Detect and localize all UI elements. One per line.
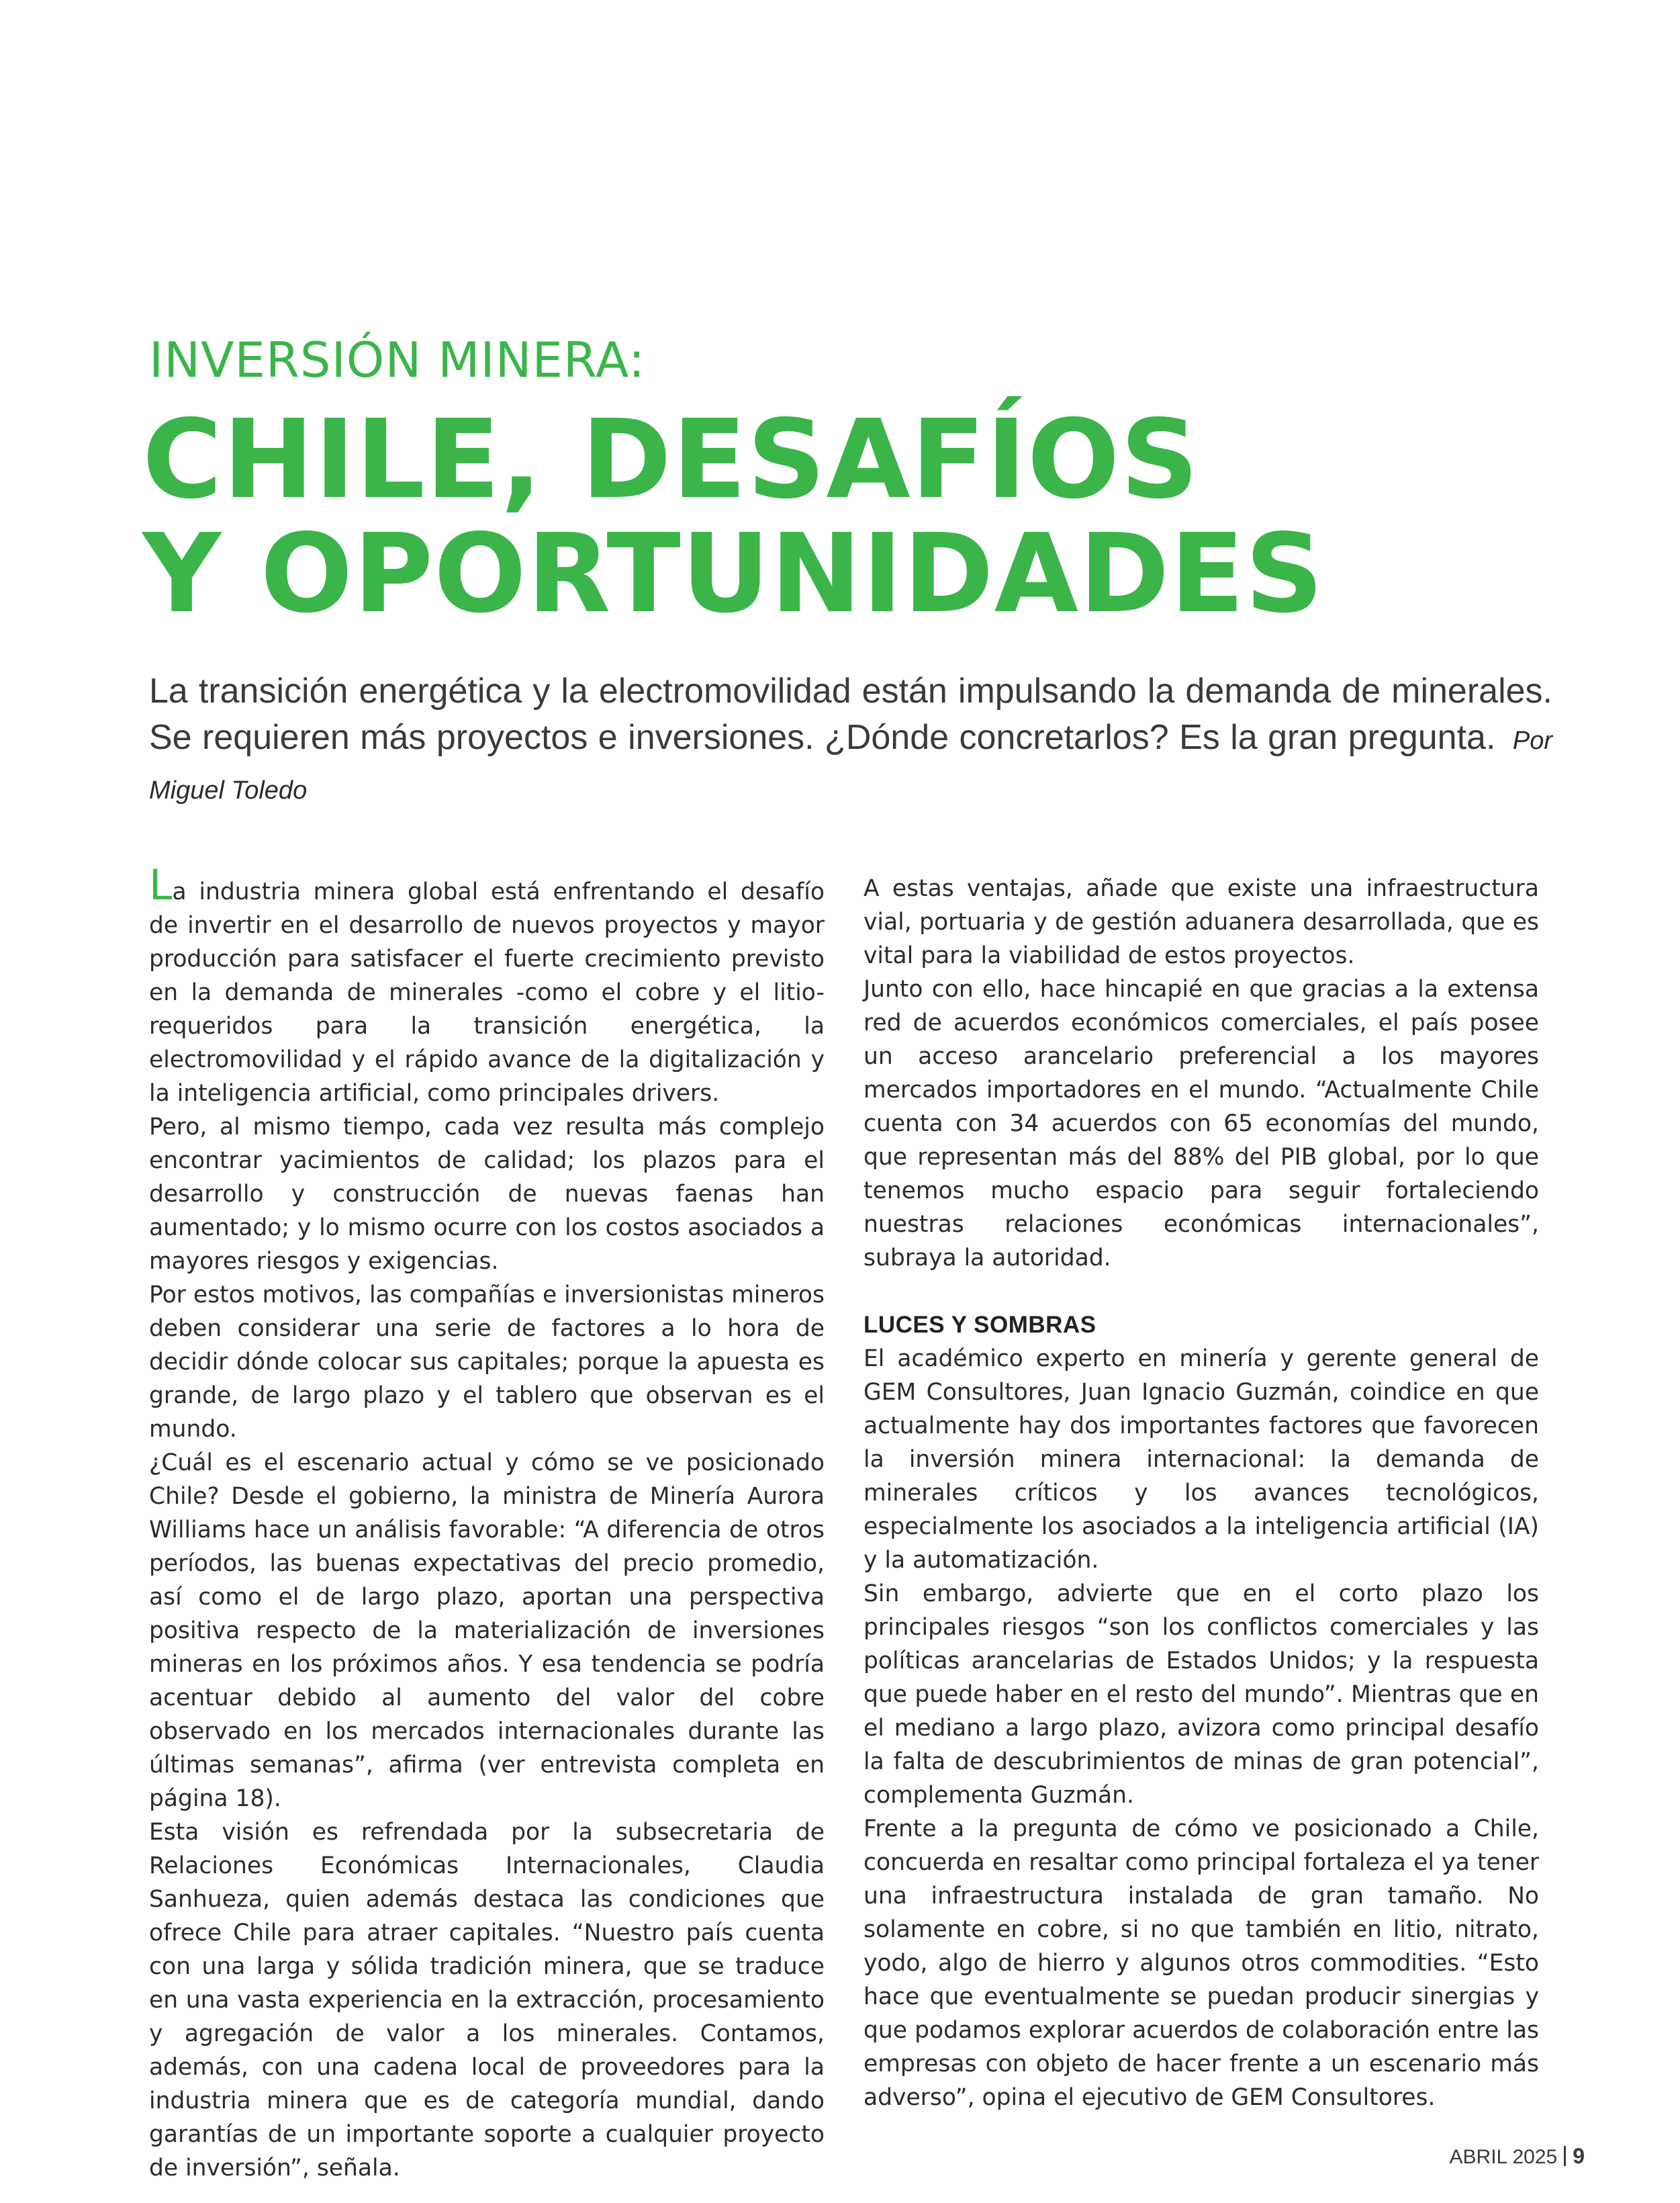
body-paragraph: Junto con ello, hace hincapié en que gracias a la extensa red de acuerdos económicos comerciales, el país posee un acceso arancelario preferencial a los mayores mercados importadores en el mundo. “Actualmente Chile cuenta con 34 acuerdos con 65 economías del mundo, que representan más del 88% del PIB global, por lo que tenemos mucho espacio para seguir fortaleciendo nuestras relaciones económicas internacionales”, subraya la autoridad. — [864, 976, 1539, 1271]
deck-text: La transición energética y la electromovilidad están impulsando la demanda de minerales. Se requieren más proyectos e inversiones. ¿Dónde concretarlos? Es la gran pregunta. — [149, 672, 1552, 757]
body-paragraph: Pero, al mismo tiempo, cada vez resulta más complejo encontrar yacimientos de calidad; los plazos para el desarrollo y construcción de nuevas faenas han aumentado; y lo mismo ocurre con los costos asociados a mayores riesgos y exigencias. — [149, 1114, 825, 1275]
section-subheading: LUCES Y SOMBRAS — [864, 1312, 1096, 1338]
headline-line-2: Y OPORTUNIDADES — [142, 511, 1324, 637]
body-paragraph — [149, 860, 825, 1110]
body-paragraph: ¿Cuál es el escenario actual y cómo se ve posicionado Chile? Desde el gobierno, la ministra de Minería Aurora Williams hace un análisis favorable: “A diferencia de otros períodos, las buenas expectativas del precio promedio, así como el de largo plazo, aportan una perspectiva positiva respecto de la materialización de inversiones mineras en los próximos años. Y esa tendencia se podría acentuar debido al aumento del valor del cobre observado en los mercados internacionales durante las últimas semanas”, afirma (ver entrevista completa en página 18). — [149, 1449, 825, 1812]
article-kicker: INVERSIÓN MINERA: — [149, 332, 646, 388]
body-column-right — [864, 872, 1539, 2114]
folio-divider — [1564, 2146, 1566, 2166]
paragraph-text: a industria minera global está enfrentando el desafío de invertir en el desarrollo de nuevos proyectos y mayor producción para satisfacer el fuerte crecimiento previsto en la demanda de minerales -como el cobre y el litio- requeridos para la transición energética, la electromovilidad y el rápido avance de la digitalización y la inteligencia artificial, como principales drivers. — [149, 879, 825, 1107]
article-deck — [149, 668, 1552, 814]
article-headline — [142, 397, 1324, 637]
body-paragraph: Por estos motivos, las compañías e inversionistas mineros deben considerar una serie de factores a lo hora de decidir dónde colocar sus capitales; porque la apuesta es grande, de largo plazo y el tablero que observan es el mundo. — [149, 1282, 825, 1443]
headline-line-1: CHILE, DESAFÍOS — [142, 397, 1200, 523]
page-number: 9 — [1573, 2144, 1585, 2168]
page-folio — [1450, 2144, 1585, 2169]
body-paragraph: Frente a la pregunta de cómo ve posicionado a Chile, concuerda en resaltar como principal fortaleza el ya tener una infraestructura instalada de gran tamaño. No solamente en cobre, si no que también en litio, nitrato, yodo, algo de hierro y algunos otros commodities. “Esto hace que eventualmente se puedan producir sinergias y que podamos explorar acuerdos de colaboración entre las empresas con objeto de hacer frente a un escenario más adverso”, opina el ejecutivo de GEM Consultores. — [864, 1815, 1539, 2111]
body-paragraph: A estas ventajas, añade que existe una infraestructura vial, portuaria y de gestión aduanera desarrollada, que es vital para la viabilidad de estos proyectos. — [864, 875, 1539, 969]
byline: Por Miguel Toledo — [149, 727, 1552, 805]
body-paragraph: El académico experto en minería y gerente general de GEM Consultores, Juan Ignacio Guzmán, coindice en que actualmente hay dos importantes factores que favorecen la inversión minera internacional: la demanda de minerales críticos y los avances tecnológicos, especialmente los asociados a la inteligencia artificial (IA) y la automatización. — [864, 1345, 1539, 1574]
issue-date: ABRIL 2025 — [1449, 2146, 1558, 2168]
body-paragraph: Esta visión es refrendada por la subsecretaria de Relaciones Económicas Internacionales, Claudia Sanhueza, quien además destaca las condiciones que ofrece Chile para atraer capitales. “Nuestro país cuenta con una larga y sólida tradición minera, que se traduce en una vasta experiencia en la extracción, procesamiento y agregación de valor a los minerales. Contamos, además, con una cadena local de proveedores para la industria minera que es de categoría mundial, dando garantías de un importante soporte a cualquier proyecto de inversión”, señala. — [149, 1819, 825, 2182]
body-paragraph: Sin embargo, advierte que en el corto plazo los principales riesgos “son los conflictos comerciales y las políticas arancelarias de Estados Unidos; y la respuesta que puede haber en el resto del mundo”. Mientras que en el mediano a largo plazo, avizora como principal desafío la falta de descubrimientos de minas de gran potencial”, complementa Guzmán. — [864, 1580, 1539, 1809]
drop-cap: L — [149, 860, 173, 909]
body-column-left — [149, 860, 825, 2185]
